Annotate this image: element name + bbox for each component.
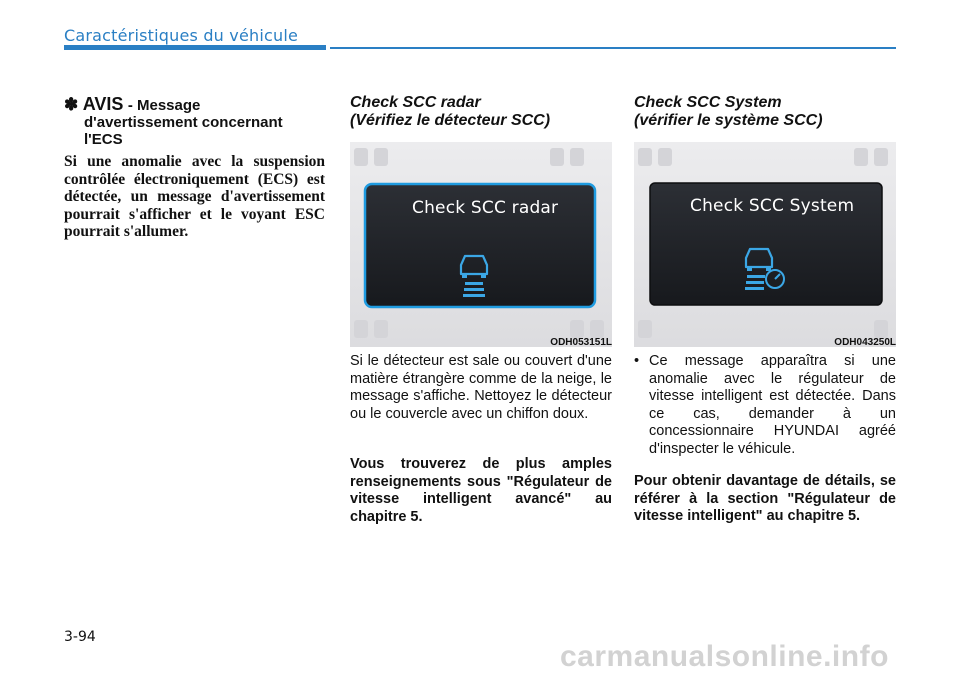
radar-heading-line2: (Vérifiez le détecteur SCC) <box>350 112 551 129</box>
system-body: Ce message apparaîtra si une anomalie avec le régulateur de vitesse intelligent est détectée. Dans ce cas, demander à un concessionnaire HYUNDAI agréé d'inspecter le véhicule. <box>649 353 896 457</box>
page-number: 3-94 <box>64 629 96 645</box>
notice-subtitle: d'avertissement concernant l'ECS <box>84 114 283 148</box>
system-heading <box>634 94 896 130</box>
bullet-icon: • <box>634 353 640 369</box>
radar-body: Si le détecteur est sale ou couvert d'une matière étrangère comme de la neige, le message s'affiche. Nettoyez le détecteur ou le couvercle avec un chiffon doux. <box>350 353 612 422</box>
notice-body: Si une anomalie avec la suspension contrôlée électroniquement (ECS) est détectée, un message d'avertissement pourrait s'afficher et le voyant ESC pourrait s'allumer. <box>64 153 325 240</box>
system-figure-code: ODH043250L <box>834 337 896 348</box>
header-rule-thick <box>64 45 326 50</box>
system-display-text: Check SCC System <box>690 196 855 216</box>
radar-heading-line1: Check SCC radar <box>350 94 481 111</box>
section-title: Caractéristiques du véhicule <box>64 26 299 45</box>
notice-subtitle-start: - Message <box>127 97 201 114</box>
system-heading-line1: Check SCC System <box>634 94 782 111</box>
system-heading-line2: (vérifier le système SCC) <box>634 112 823 129</box>
radar-figure-code: ODH053151L <box>550 337 612 348</box>
notice-heading <box>64 94 326 115</box>
notice-label: AVIS <box>82 94 124 114</box>
header-rule-thin <box>330 47 896 49</box>
radar-note: Vous trouverez de plus amples renseignements sous "Régulateur de vitesse intelligent avancé" au chapitre 5. <box>350 456 612 525</box>
system-figure <box>634 142 896 347</box>
notice-star-icon: ✽ <box>64 95 79 114</box>
system-note: Pour obtenir davantage de détails, se référer à la section "Régulateur de vitesse intelligent" au chapitre 5. <box>634 473 896 524</box>
system-bullet-item <box>634 353 896 458</box>
radar-display-text: Check SCC radar <box>412 198 559 218</box>
watermark: carmanualsonline.info <box>560 640 889 673</box>
radar-figure <box>350 142 612 347</box>
radar-heading <box>350 94 612 130</box>
